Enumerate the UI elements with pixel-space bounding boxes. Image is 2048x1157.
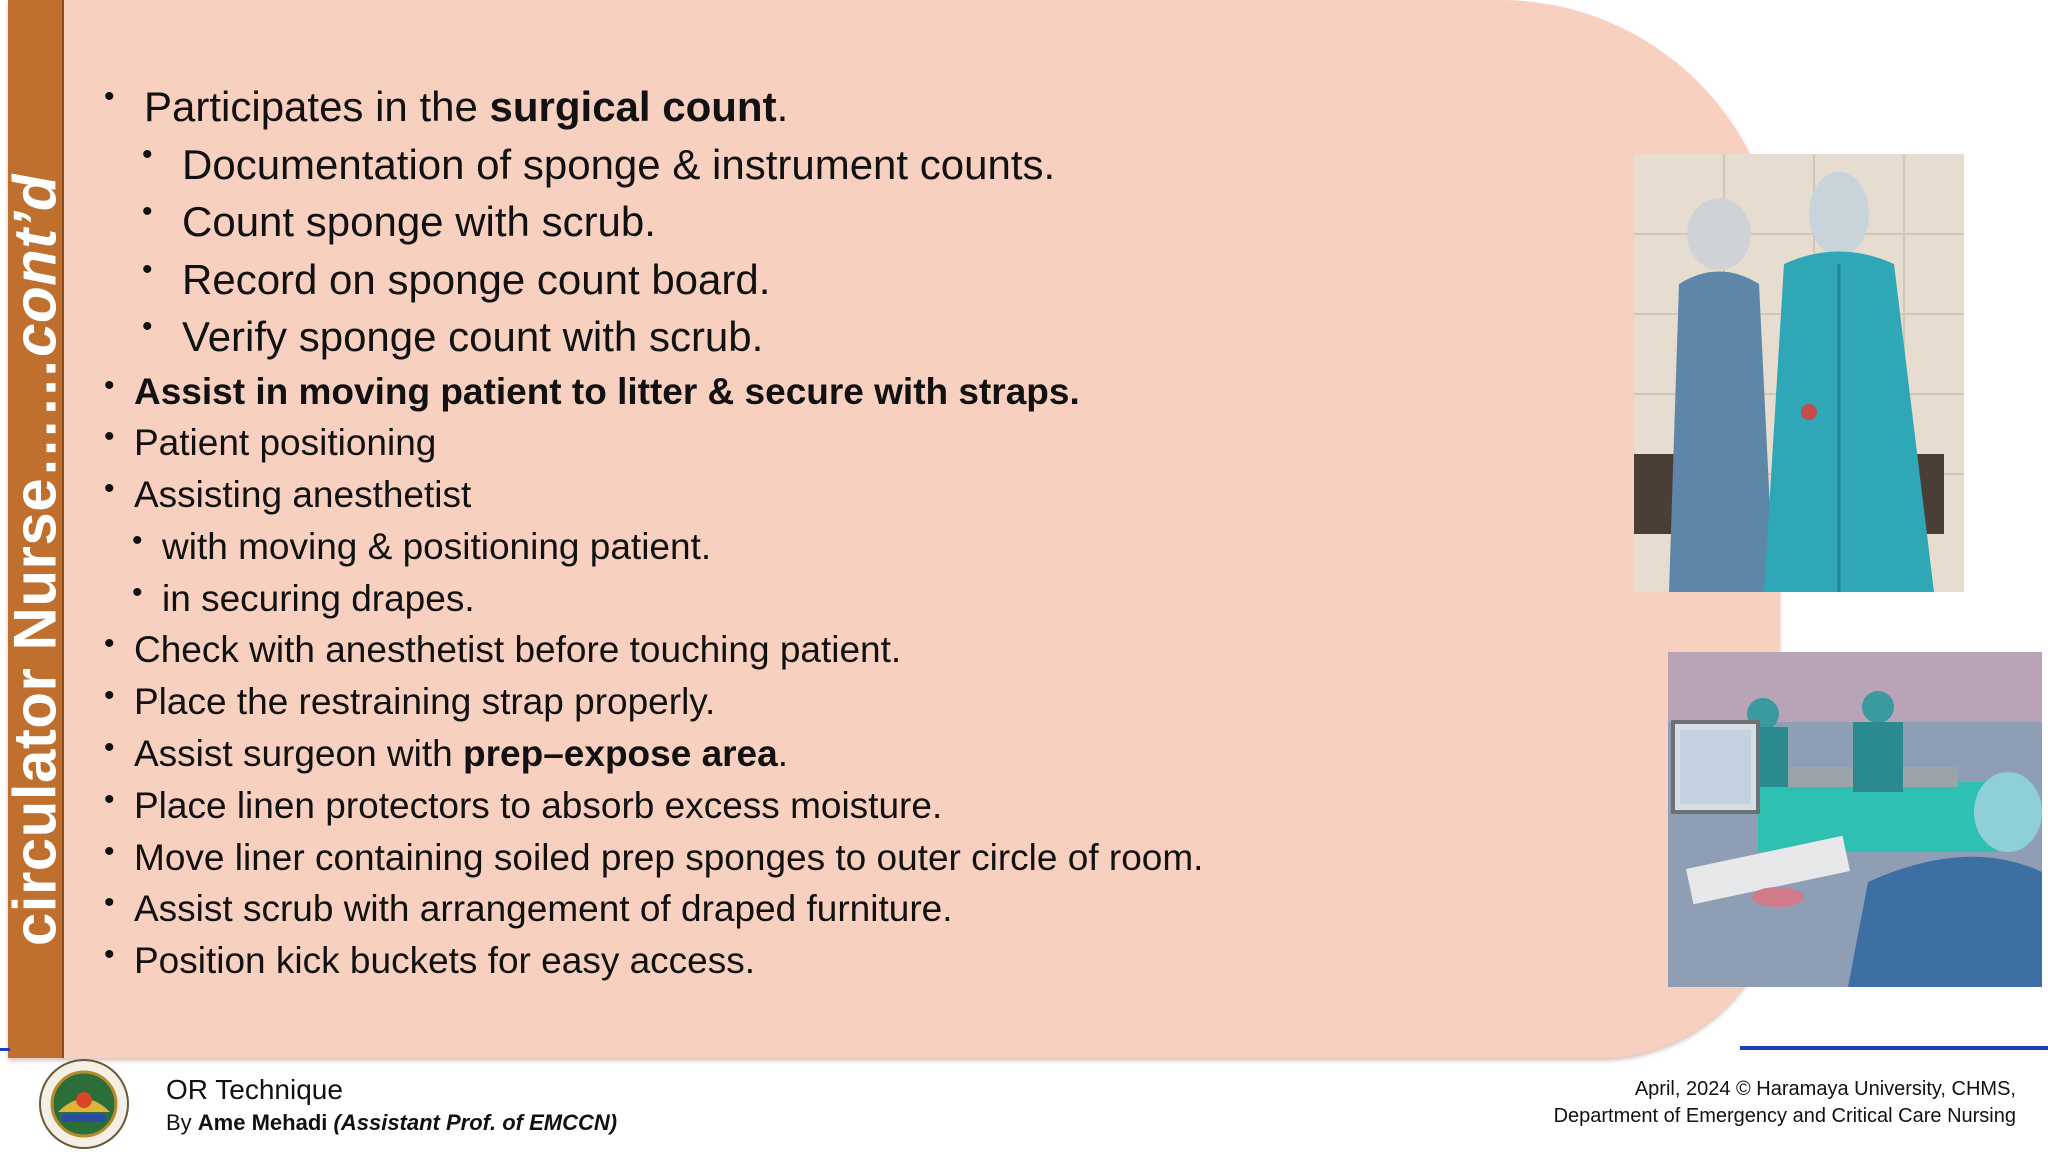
bullet-item — [100, 728, 1550, 780]
scrub-nurses-photo — [1634, 154, 1964, 592]
operating-room-photo — [1668, 652, 2042, 987]
author-name: Ame Mehadi — [197, 1110, 328, 1135]
bullet-text: Record on sponge count board. — [182, 255, 771, 303]
author-title: (Assistant Prof. of EMCCN) — [333, 1110, 618, 1135]
bullet-text: Patient positioning — [134, 422, 437, 464]
bullet-item — [100, 573, 1550, 625]
copyright-line: April, 2024 © Haramaya University, CHMS, — [1634, 1078, 2016, 1100]
bullet-text: . — [777, 733, 788, 775]
bullet-item — [100, 832, 1550, 884]
bullet-item — [100, 78, 1550, 136]
footer-course-info — [166, 1072, 617, 1138]
bullet-text: . — [776, 83, 789, 130]
bullet-text: Assist scrub with arrangement of draped furniture. — [134, 888, 953, 930]
course-title: OR Technique — [166, 1074, 343, 1105]
haramaya-university-seal-icon — [28, 1056, 140, 1152]
bullet-text: Check with anesthetist before touching patient. — [134, 629, 902, 671]
bullet-text: Position kick buckets for easy access. — [134, 940, 756, 982]
bullet-text: Participates in the — [144, 83, 490, 130]
author-line: By Ame Mehadi (Assistant Prof. of EMCCN) — [166, 1110, 618, 1135]
slide-title: circulator Nurse……cont’d — [1, 173, 69, 947]
bullet-text: Move liner containing soiled prep sponges to outer circle of room. — [134, 836, 1204, 878]
bullet-item — [100, 935, 1550, 987]
bullet-text: Assist in moving patient to litter & secure with straps. — [134, 370, 1080, 412]
footer-accent-line — [1740, 1046, 2048, 1050]
bullet-list — [100, 78, 1550, 987]
bullet-item — [100, 308, 1550, 366]
bullet-text: Verify sponge count with scrub. — [182, 313, 764, 360]
bullet-item — [100, 883, 1550, 935]
bullet-item — [100, 193, 1550, 251]
footer-copyright — [1554, 1076, 2016, 1130]
bullet-text: Place linen protectors to absorb excess moisture. — [134, 784, 943, 826]
department-line: Department of Emergency and Critical Care Nursing — [1553, 1105, 2016, 1127]
bullet-text: surgical count — [489, 83, 777, 130]
bullet-item — [100, 676, 1550, 728]
bullet-text: with moving & positioning patient. — [162, 525, 712, 567]
bullet-text: Documentation of sponge & instrument counts. — [182, 140, 1056, 188]
bullet-text: Place the restraining strap properly. — [134, 681, 716, 723]
bullet-item — [100, 366, 1550, 418]
bullet-text: prep–expose area — [463, 733, 778, 775]
bullet-item — [100, 469, 1550, 521]
bullet-text: Assist surgeon with — [134, 733, 464, 775]
footer-accent-line-left — [0, 1048, 10, 1051]
bullet-text: Count sponge with scrub. — [182, 198, 656, 245]
bullet-item — [100, 136, 1550, 194]
bullet-item — [100, 780, 1550, 832]
bullet-item — [100, 624, 1550, 676]
bullet-item — [100, 521, 1550, 573]
bullet-item — [100, 251, 1550, 309]
bullet-item — [100, 417, 1550, 469]
bullet-text: in securing drapes. — [162, 577, 475, 619]
bullet-text: Assisting anesthetist — [134, 474, 472, 516]
